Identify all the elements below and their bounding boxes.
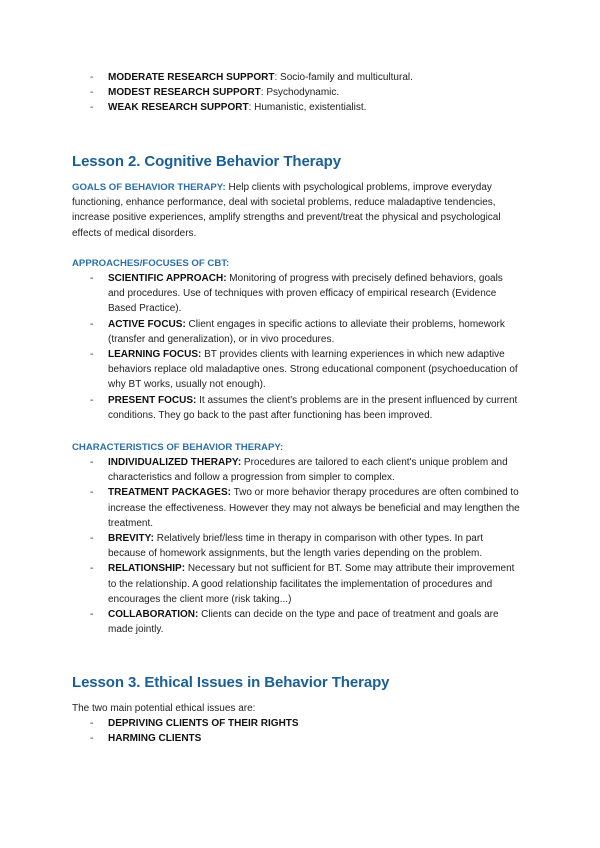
characteristics-list — [90, 455, 520, 637]
list-item-term: WEAK RESEARCH SUPPORT — [108, 102, 249, 114]
list-item-text: Two or more behavior therapy procedures are often combined to increase the effectiveness. However they may not always be beneficial and may lengthen the treatment. — [108, 487, 520, 529]
approaches-heading: APPROACHES/FOCUSES OF CBT: — [72, 258, 230, 269]
list-item: - DEPRIVING CLIENTS OF THEIR RIGHTS — [90, 718, 299, 729]
list-item: - TREATMENT PACKAGES: Two or more behavior therapy procedures are often combined to increase the effectiveness. However they may not always be beneficial and may lengthen the treatment. — [90, 487, 520, 529]
list-item-term: RELATIONSHIP: — [108, 563, 186, 575]
list-item: - WEAK RESEARCH SUPPORT: Humanistic, existentialist. — [90, 102, 367, 114]
list-item-text: Necessary but not sufficient for BT. Some may attribute their improvement to the relationship. A good relationship facilitates the implementation of procedures and encourages the client more (risk taking...) — [108, 563, 515, 605]
lesson-2-title: Lesson 2. Cognitive Behavior Therapy — [72, 153, 341, 170]
list-item-term: ACTIVE FOCUS: — [108, 318, 186, 330]
list-item-term: SCIENTIFIC APPROACH: — [108, 273, 227, 284]
list-item-text: Relatively brief/less time in therapy in comparison with other types. In part because of homework assignments, but the length varies depending on the problem. — [108, 533, 483, 560]
approaches-list — [90, 271, 520, 423]
list-item-text: Client engages in specific actions to alleviate their problems, homework (transfer and generalization), or in vivo procedures. — [108, 318, 505, 345]
list-item: - SCIENTIFIC APPROACH: Monitoring of progress with precisely defined behaviors, goals and procedures. Use of techniques with proven efficacy of empirical research (Evidence Based Practice). — [90, 273, 503, 315]
list-item: - BREVITY: Relatively brief/less time in therapy in comparison with other types. In part because of homework assignments, but the length varies depending on the problem. — [90, 533, 483, 560]
ethical-issues-list — [90, 716, 520, 746]
list-item-term: MODEST RESEARCH SUPPORT — [108, 87, 261, 99]
list-item: - LEARNING FOCUS: BT provides clients with learning experiences in which new adaptive behaviors replace old maladaptive ones. Strong educational component (psychoeducation of why BT works, usually not enough). — [90, 349, 518, 391]
research-support-list — [90, 70, 528, 116]
list-item: - PRESENT FOCUS: It assumes the client's problems are in the present influenced by current conditions. They go back to the past after functioning has been improved. — [90, 394, 518, 421]
list-item-term: COLLABORATION: — [108, 609, 199, 621]
list-item-term: BREVITY: — [108, 533, 154, 545]
list-item-term: HARMING CLIENTS — [108, 733, 202, 745]
characteristics-heading: CHARACTERISTICS OF BEHAVIOR THERAPY: — [72, 442, 284, 453]
list-item: - HARMING CLIENTS — [90, 733, 202, 745]
list-item-term: DEPRIVING CLIENTS OF THEIR RIGHTS — [108, 718, 299, 729]
list-item-text: Procedures are tailored to each client's unique problem and characteristics and follow a progression from simpler to complex. — [108, 457, 508, 484]
list-item: - ACTIVE FOCUS: Client engages in specific actions to alleviate their problems, homework (transfer and generalization), or in vivo procedures. — [90, 318, 505, 345]
list-item: - INDIVIDUALIZED THERAPY: Procedures are tailored to each client's unique problem and characteristics and follow a progression from simpler to complex. — [90, 457, 508, 484]
list-item-term: PRESENT FOCUS: — [108, 394, 197, 406]
list-item-text: : Humanistic, existentialist. — [248, 102, 367, 114]
list-item: - MODEST RESEARCH SUPPORT: Psychodynamic. — [90, 87, 340, 99]
list-item-term: MODERATE RESEARCH SUPPORT — [108, 72, 275, 83]
list-item-text: : Socio-family and multicultural. — [274, 72, 413, 83]
list-item-text: Monitoring of progress with precisely defined behaviors, goals and procedures. Use of techniques with proven efficacy of empirical research (Evidence Based Practice). — [108, 273, 503, 315]
goals-text: Help clients with psychological problems, improve everyday functioning, enhance performance, deal with societal problems, reduce maladaptive tendencies, increase positive experiences, amplify strengths and prevent/treat the physical and psychological effects of medical disorders. — [72, 182, 501, 239]
list-item: - RELATIONSHIP: Necessary but not sufficient for BT. Some may attribute their improvement to the relationship. A good relationship facilitates the implementation of procedures and encourages the client more (risk taking...) — [90, 563, 515, 605]
goals-heading: GOALS OF BEHAVIOR THERAPY: — [72, 182, 226, 193]
list-item-term: INDIVIDUALIZED THERAPY: — [108, 457, 242, 468]
goals-paragraph — [72, 180, 530, 241]
list-item-text: BT provides clients with learning experiences in which new adaptive behaviors replace old maladaptive ones. Strong educational component (psychoeducation of why BT works, usually not enough). — [108, 349, 518, 391]
list-item: - MODERATE RESEARCH SUPPORT: Socio-family and multicultural. — [90, 72, 413, 83]
list-item-term: LEARNING FOCUS: — [108, 349, 202, 361]
list-item: - COLLABORATION: Clients can decide on the type and pace of treatment and goals are made jointly. — [90, 609, 499, 636]
list-item-text: : Psychodynamic. — [260, 87, 340, 99]
lesson-3-title: Lesson 3. Ethical Issues in Behavior Therapy — [72, 674, 390, 691]
lesson-3-intro: The two main potential ethical issues are: — [72, 703, 256, 714]
list-item-text: Clients can decide on the type and pace of treatment and goals are made jointly. — [108, 609, 499, 636]
list-item-text: It assumes the client's problems are in the present influenced by current conditions. They go back to the past after functioning has been improved. — [108, 394, 518, 421]
list-item-term: TREATMENT PACKAGES: — [108, 487, 231, 499]
